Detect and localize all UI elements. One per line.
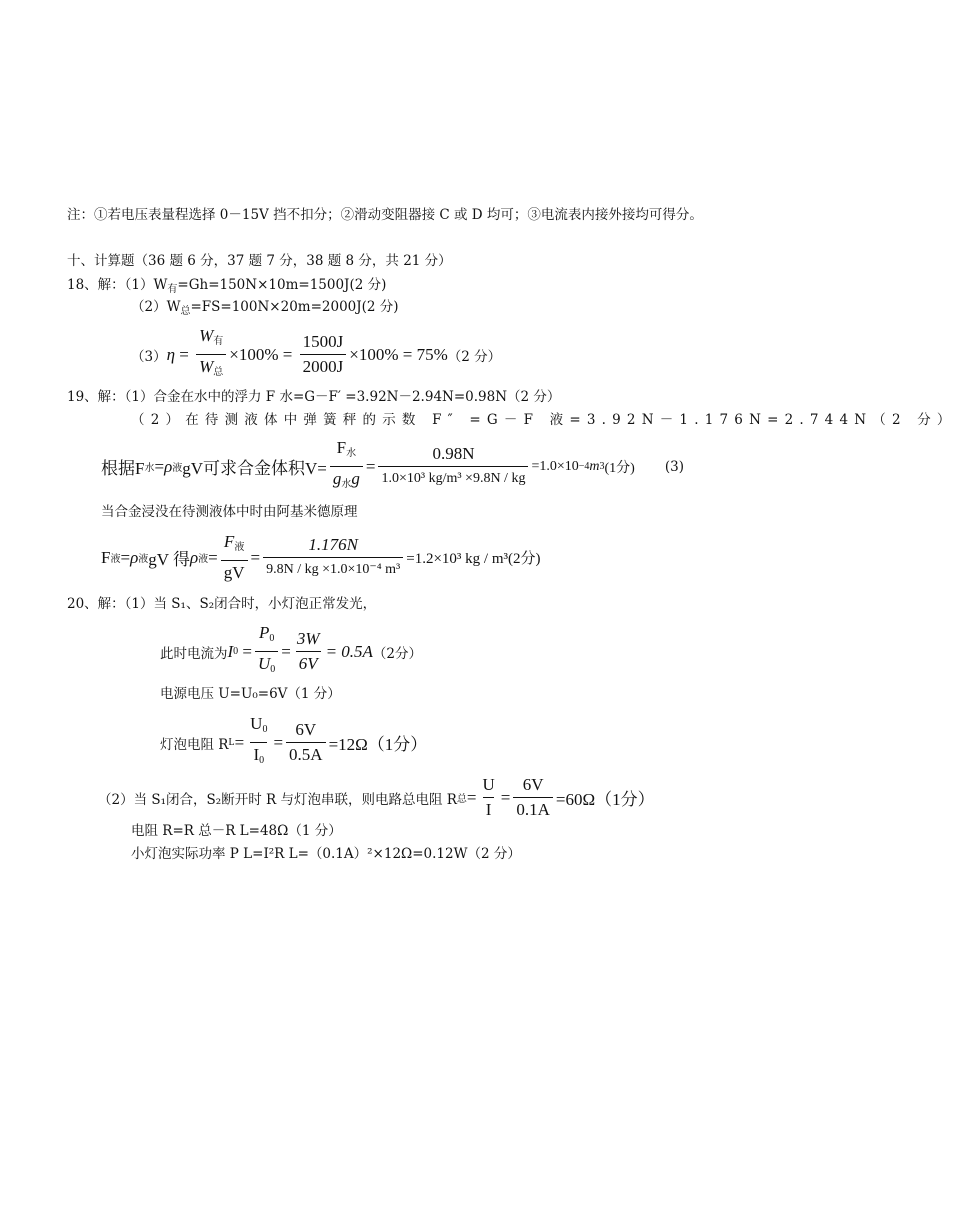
section-heading: 十、计算题（36 题 6 分，37 题 7 分，38 题 8 分，共 21 分）	[67, 253, 452, 269]
fraction-f-over-gv: $\frac{F_液}{gV}$	[221, 532, 248, 583]
q18-line1: 18、解：$(1)W_有=Gh=150N\times 10m=1500J(2$ 分)	[67, 277, 387, 295]
grading-note: 注：①若电压表量程选择 0－15V 挡不扣分；②滑动变阻器接 C 或 D 均可；③电流表内接外接均可得分。	[67, 207, 703, 223]
q19-volume-formula: 根据F 水 = ρ 液 gV可求合金体积V= $\frac{F_水}{g_水g}$ = $\frac{0.98N}{\text{1.0×10³ kg/m³ ×9.8N / kg}}$ =1.0×10 −4 m 3 (1分) (3)	[101, 438, 684, 495]
fraction-f-over-rho-g: $\frac{F_水}{g_水g}$	[330, 438, 363, 495]
q20-resistance-formula: 灯泡电阻 R L = $\frac{U_0}{I_0}$ = $\frac{6V}{0.5A}$ =12Ω（1分）	[160, 714, 427, 771]
fraction-volume-numeric: $\frac{0.98N}{\text{1.0×10³ kg/m³ ×9.8N / kg}}$	[378, 444, 528, 489]
eta-symbol: η	[166, 344, 176, 364]
q18-line2: $(2)W_总=FS=100N\times 20m=2000J(2$ 分)	[131, 299, 399, 317]
fraction-u-i: $\frac{U}{I}$	[482, 775, 495, 819]
q19-line1: 19、解：（1）合金在水中的浮力 F 水=G－F′ =3.92N－2.94N=0.98N（2 分）	[67, 389, 561, 405]
q19-density-formula: F 液 = ρ 液 gV 得 ρ 液 = $\frac{F_液}{gV}$ = $\frac{1.176N}{\text{9.8N / kg ×1.0×10⁻⁴ m³}}$ =1.2×10³ kg / m³(2分)	[101, 532, 541, 582]
fraction-6v-05a: $\frac{6V}{0.5A}$	[286, 720, 326, 765]
q20-line1: 20、解：（1）当 S₁、S₂闭合时，小灯泡正常发光，	[67, 596, 377, 612]
fraction-w-ratio: $\frac{W_有}{W_总}$	[196, 326, 226, 383]
q19-line2: （2）在待测液体中弹簧秤的示数 F″ =G－F 液=3.92N－1.176N=2.744N（2 分）	[131, 412, 957, 428]
q18-efficiency-formula: （3） η = $\frac{W_有}{W_总}$ ×100% = $\frac{1500J}{2000J}$ ×100% = 75% （2 分）	[131, 326, 501, 383]
q20-total-resistance-formula: （2）当 S₁闭合，S₂断开时 R 与灯泡串联，则电路总电阻 R 总 = $\frac{U}{I}$ = $\frac{6V}{0.1A}$ =60Ω（1分）	[98, 775, 655, 819]
fraction-u0-i0: $\frac{U_0}{I_0}$	[247, 714, 270, 771]
q20-voltage-line: 电源电压 U=U₀=6V（1 分）	[160, 686, 341, 702]
fraction-1500-2000: $\frac{1500J}{2000J}$	[300, 332, 347, 377]
q19-archimedes-line: 当合金浸没在待测液体中时由阿基米德原理	[101, 504, 358, 520]
fraction-3w-6v: $\frac{3W}{6V}$	[296, 629, 320, 673]
q20-power-line: 小灯泡实际功率 P L=I²R L=（0.1A）²×12Ω=0.12W（2 分）	[131, 846, 521, 862]
q20-resistor-line: 电阻 R=R 总－R L=48Ω（1 分）	[131, 823, 342, 839]
fraction-6v-01a: $\frac{6V}{0.1A}$	[513, 775, 553, 820]
fraction-p0-u0: $\frac{P_0}{U_0}$	[255, 623, 278, 680]
fraction-density-numeric: $\frac{1.176N}{\text{9.8N / kg ×1.0×10⁻⁴ m³}}$	[263, 535, 403, 580]
q20-current-formula: 此时电流为 I 0 = $\frac{P_0}{U_0}$ = $\frac{3W}{6V}$ = 0.5A （2分）	[160, 623, 422, 680]
